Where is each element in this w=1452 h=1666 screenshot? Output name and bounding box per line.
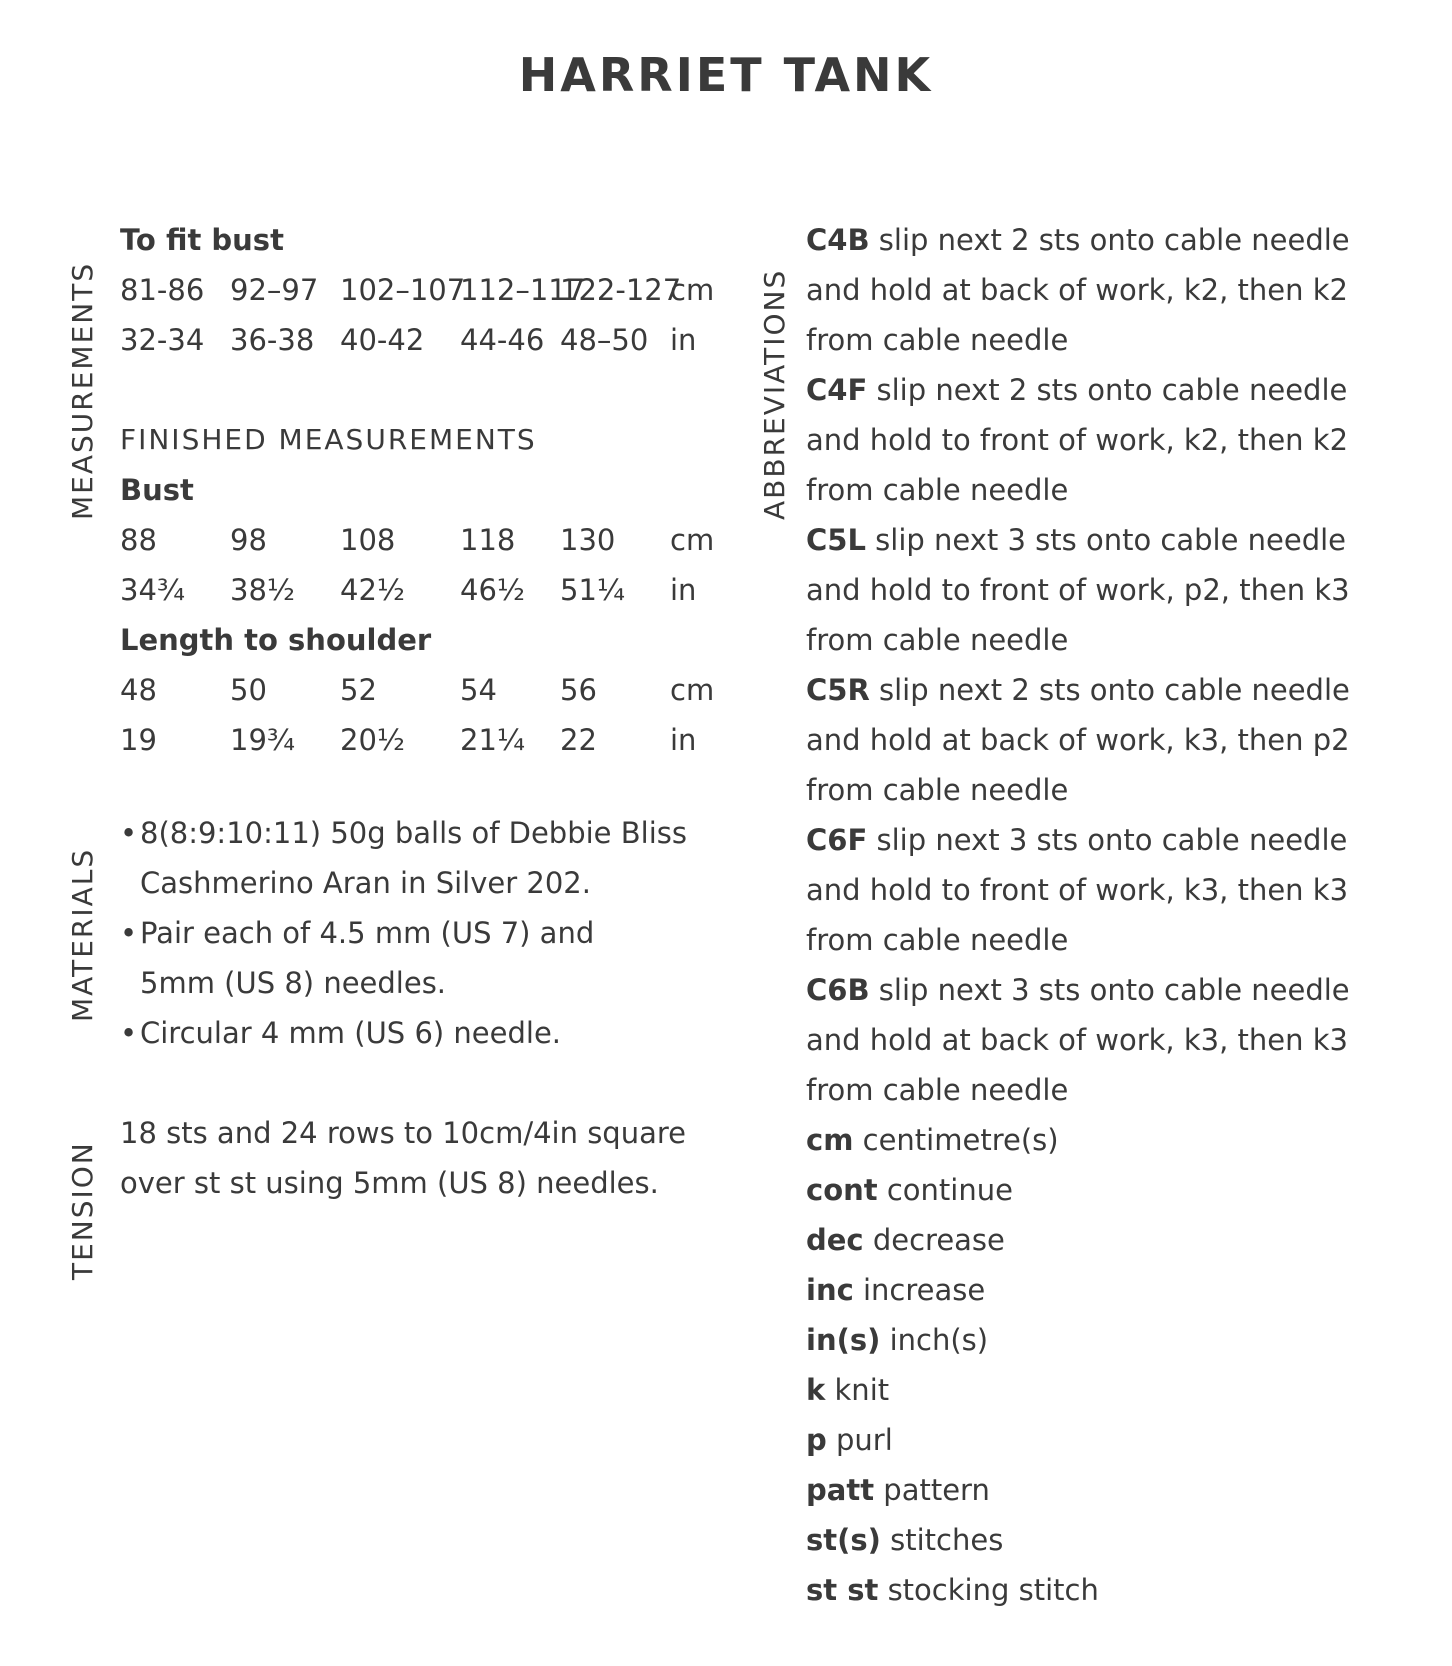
measurements-section	[120, 215, 740, 765]
abbreviation-definition: and hold at back of work, k2, then k2	[806, 273, 1348, 307]
size-cell: 34¾	[120, 573, 186, 607]
abbreviation-definition: continue	[886, 1173, 1013, 1207]
abbreviation-definition: and hold to front of work, k3, then k3	[806, 873, 1349, 907]
to-fit-bust-in-row	[120, 315, 740, 365]
abbreviation-line	[806, 1165, 1436, 1215]
size-cell: 112–117	[460, 273, 586, 307]
abbreviation-line	[806, 615, 1436, 665]
list-item	[120, 1008, 740, 1058]
abbreviation-definition: and hold at back of work, k3, then p2	[806, 723, 1350, 757]
abbreviation-definition: centimetre(s)	[862, 1123, 1059, 1157]
abbreviation-term: C4B	[806, 223, 870, 257]
size-cell: 92–97	[230, 273, 319, 307]
materials-text: Circular 4 mm (US 6) needle.	[140, 1016, 562, 1050]
to-fit-bust-cm-row	[120, 265, 740, 315]
bullet-icon: •	[120, 1016, 138, 1050]
finished-measurements-heading: FINISHED MEASUREMENTS	[120, 423, 537, 456]
abbreviation-term: st(s)	[806, 1523, 881, 1557]
abbreviation-line	[806, 865, 1436, 915]
bullet-icon: •	[120, 916, 138, 950]
abbreviation-term: in(s)	[806, 1323, 881, 1357]
abbreviation-line	[806, 665, 1436, 715]
abbreviation-definition: from cable needle	[806, 773, 1069, 807]
abbreviation-term: inc	[806, 1273, 854, 1307]
list-item	[120, 908, 740, 958]
abbreviations-label: ABBREVIATIONS	[758, 268, 791, 520]
abbreviations-short-list	[806, 1115, 1436, 1615]
abbreviation-definition: inch(s)	[889, 1323, 989, 1357]
length-heading: Length to shoulder	[120, 623, 432, 657]
bullet-icon: •	[120, 816, 138, 850]
abbreviation-term: C6B	[806, 973, 870, 1007]
materials-label: MATERIALS	[66, 847, 99, 1022]
size-cell: 36-38	[230, 323, 315, 357]
abbreviation-term: k	[806, 1373, 826, 1407]
abbreviation-line	[806, 1365, 1436, 1415]
size-cell: 32-34	[120, 323, 205, 357]
unit-cell: in	[670, 573, 697, 607]
abbreviation-line	[806, 1565, 1436, 1615]
abbreviation-term: dec	[806, 1223, 864, 1257]
tension-text: over st st using 5mm (US 8) needles.	[120, 1166, 659, 1200]
abbreviation-definition: from cable needle	[806, 623, 1069, 657]
size-cell: 20½	[340, 723, 406, 757]
abbreviation-definition: and hold to front of work, p2, then k3	[806, 573, 1350, 607]
size-cell: 50	[230, 673, 267, 707]
abbreviation-line	[806, 1465, 1436, 1515]
abbreviation-term: C5R	[806, 673, 870, 707]
abbreviation-line	[806, 265, 1436, 315]
bust-in-row	[120, 565, 740, 615]
size-cell: 22	[560, 723, 597, 757]
size-cell: 108	[340, 523, 396, 557]
abbreviation-definition: slip next 3 sts onto cable needle	[875, 523, 1347, 557]
length-in-row	[120, 715, 740, 765]
materials-text: Cashmerino Aran in Silver 202.	[140, 866, 591, 900]
size-cell: 118	[460, 523, 516, 557]
abbreviation-line	[806, 465, 1436, 515]
abbreviation-definition: and hold at back of work, k3, then k3	[806, 1023, 1348, 1057]
abbreviation-definition: from cable needle	[806, 473, 1069, 507]
abbreviation-line	[806, 1415, 1436, 1465]
abbreviation-line	[806, 565, 1436, 615]
abbreviation-term: C5L	[806, 523, 866, 557]
abbreviation-definition: slip next 3 sts onto cable needle	[878, 973, 1350, 1007]
materials-text: 5mm (US 8) needles.	[140, 966, 447, 1000]
abbreviation-definition: pattern	[883, 1473, 990, 1507]
size-cell: 88	[120, 523, 157, 557]
unit-cell: cm	[670, 273, 715, 307]
abbreviation-line	[806, 965, 1436, 1015]
size-cell: 54	[460, 673, 497, 707]
size-cell: 102–107	[340, 273, 466, 307]
abbreviation-line	[806, 1515, 1436, 1565]
measurements-label: MEASUREMENTS	[66, 261, 99, 520]
materials-text: Pair each of 4.5 mm (US 7) and	[140, 916, 595, 950]
bust-cm-row	[120, 515, 740, 565]
abbreviation-line	[806, 765, 1436, 815]
size-cell: 42½	[340, 573, 406, 607]
abbreviation-definition: stitches	[890, 1523, 1004, 1557]
abbreviation-line	[806, 1315, 1436, 1365]
materials-section	[120, 808, 740, 1058]
bust-heading: Bust	[120, 473, 194, 507]
size-cell: 21¼	[460, 723, 526, 757]
abbreviation-definition: and hold to front of work, k2, then k2	[806, 423, 1349, 457]
abbreviation-line	[806, 1065, 1436, 1115]
abbreviation-definition: purl	[835, 1423, 893, 1457]
abbreviation-line	[806, 315, 1436, 365]
size-cell: 40-42	[340, 323, 425, 357]
size-cell: 51¼	[560, 573, 626, 607]
abbreviation-line	[806, 1215, 1436, 1265]
size-cell: 44-46	[460, 323, 545, 357]
unit-cell: cm	[670, 523, 715, 557]
size-cell: 19	[120, 723, 157, 757]
unit-cell: in	[670, 723, 697, 757]
abbreviation-line	[806, 415, 1436, 465]
abbreviation-term: C6F	[806, 823, 868, 857]
abbreviation-term: patt	[806, 1473, 875, 1507]
abbreviation-term: cm	[806, 1123, 854, 1157]
abbreviation-line	[806, 1015, 1436, 1065]
unit-cell: in	[670, 323, 697, 357]
size-cell: 38½	[230, 573, 296, 607]
length-cm-row	[120, 665, 740, 715]
abbreviations-section	[806, 215, 1436, 1615]
size-cell: 122-127	[560, 273, 682, 307]
unit-cell: cm	[670, 673, 715, 707]
abbreviation-term: cont	[806, 1173, 878, 1207]
abbreviation-term: st st	[806, 1573, 879, 1607]
abbreviation-definition: slip next 2 sts onto cable needle	[876, 373, 1348, 407]
abbreviation-definition: slip next 3 sts onto cable needle	[876, 823, 1348, 857]
abbreviation-term: p	[806, 1423, 827, 1457]
to-fit-bust-heading: To fit bust	[120, 223, 284, 257]
size-cell: 48–50	[560, 323, 649, 357]
size-cell: 48	[120, 673, 157, 707]
tension-text: 18 sts and 24 rows to 10cm/4in square	[120, 1116, 686, 1150]
abbreviation-definition: increase	[863, 1273, 986, 1307]
size-cell: 130	[560, 523, 616, 557]
abbreviation-definition: knit	[834, 1373, 890, 1407]
tension-label: TENSION	[66, 1141, 99, 1280]
size-cell: 19¾	[230, 723, 296, 757]
abbreviation-line	[806, 815, 1436, 865]
tension-section	[120, 1108, 740, 1208]
size-cell: 52	[340, 673, 377, 707]
abbreviation-definition: stocking stitch	[887, 1573, 1099, 1607]
materials-text: 8(8:9:10:11) 50g balls of Debbie Bliss	[140, 816, 687, 850]
abbreviation-definition: from cable needle	[806, 323, 1069, 357]
abbreviation-line	[806, 215, 1436, 265]
abbreviation-term: C4F	[806, 373, 868, 407]
abbreviation-definition: slip next 2 sts onto cable needle	[879, 673, 1350, 707]
page-title: HARRIET TANK	[518, 48, 934, 102]
abbreviation-definition: decrease	[872, 1223, 1005, 1257]
abbreviation-definition: from cable needle	[806, 1073, 1069, 1107]
size-cell: 56	[560, 673, 597, 707]
abbreviation-line	[806, 915, 1436, 965]
abbreviation-line	[806, 515, 1436, 565]
abbreviation-line	[806, 1265, 1436, 1315]
list-item	[120, 808, 740, 858]
abbreviation-definition: slip next 2 sts onto cable needle	[878, 223, 1350, 257]
abbreviation-definition: from cable needle	[806, 923, 1069, 957]
abbreviation-line	[806, 1115, 1436, 1165]
size-cell: 98	[230, 523, 267, 557]
size-cell: 81-86	[120, 273, 205, 307]
size-cell: 46½	[460, 573, 526, 607]
abbreviation-line	[806, 715, 1436, 765]
abbreviation-line	[806, 365, 1436, 415]
abbreviations-long-list	[806, 215, 1436, 1115]
